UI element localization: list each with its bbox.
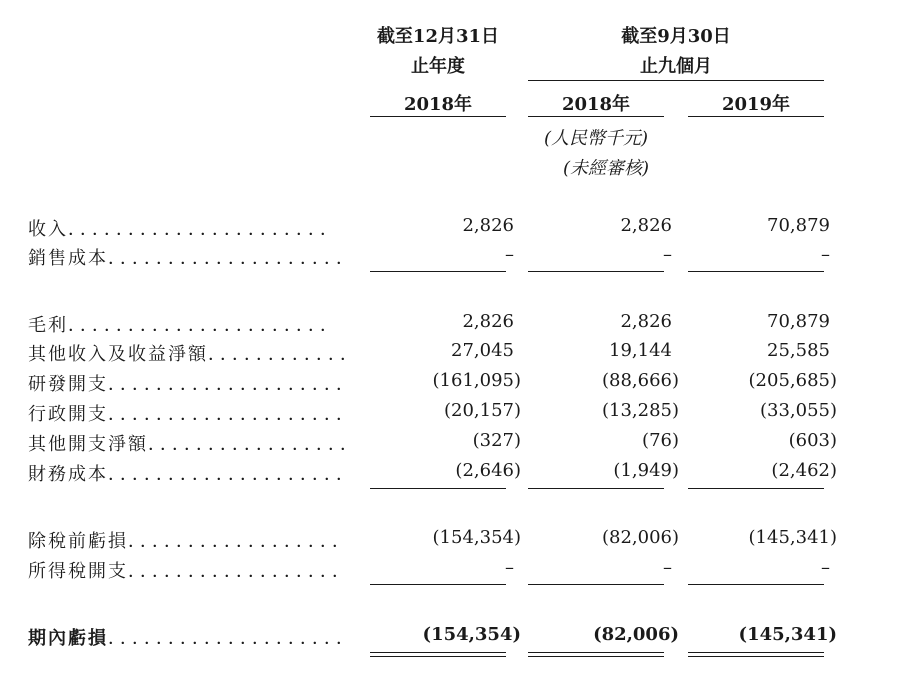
row-label: 期內虧損．．．．．．．．．．．．．．．．．．．． [28, 628, 357, 649]
row-value-2018-nine-months: (82,006) [601, 527, 679, 548]
row-value-2019-nine-months: (205,685) [748, 370, 837, 391]
row-value-2018-year: (327) [472, 430, 521, 451]
row-label: 財務成本．．．．．．．．．．．．．．．．．．．． [28, 464, 357, 485]
row-label: 其他開支淨額．．．．．．．．．．．．．．．．． [28, 434, 361, 455]
total-double-rule [528, 652, 664, 657]
table-row-loss-before-tax [0, 527, 904, 555]
row-value-2018-year: 2,826 [462, 215, 514, 236]
row-label: 行政開支．．．．．．．．．．．．．．．．．．．． [28, 404, 357, 425]
col1-period-line1: 截至12月31日 [376, 26, 500, 47]
row-value-2018-year: (154,354) [432, 527, 521, 548]
table-row-gross-profit [0, 311, 904, 339]
table-row-income-tax [0, 557, 904, 585]
row-value-2019-nine-months: – [821, 244, 830, 265]
year-header-1: 2018年 [403, 94, 473, 115]
year-rule-3 [688, 116, 824, 117]
row-value-2018-year: (2,646) [455, 460, 521, 481]
subtotal-rule [688, 488, 824, 489]
row-value-2018-nine-months: (82,006) [593, 624, 679, 645]
row-value-2018-year: – [505, 557, 514, 578]
table-row-other-income [0, 340, 904, 368]
year-header-2: 2018年 [561, 94, 631, 115]
col23-period-line1: 截至9月30日 [621, 26, 731, 47]
nine-months-header-rule [528, 80, 824, 81]
row-value-2018-nine-months: (1,949) [613, 460, 679, 481]
row-value-2019-nine-months: 70,879 [767, 215, 830, 236]
row-value-2018-nine-months: – [663, 244, 672, 265]
row-value-2019-nine-months: 25,585 [767, 340, 830, 361]
row-value-2018-year: (154,354) [422, 624, 521, 645]
row-label: 銷售成本．．．．．．．．．．．．．．．．．．．． [28, 248, 357, 269]
row-value-2019-nine-months: (145,341) [748, 527, 837, 548]
row-label: 其他收入及收益淨額．．．．．．．．．．．． [28, 344, 361, 365]
row-value-2018-year: 2,826 [462, 311, 514, 332]
table-row-other-expenses [0, 430, 904, 458]
table-row-loss-for-period [0, 624, 904, 652]
subtotal-rule [528, 488, 664, 489]
row-value-2019-nine-months: (145,341) [738, 624, 837, 645]
table-row-rnd-expenses [0, 370, 904, 398]
row-label: 除稅前虧損．．．．．．．．．．．．．．．．．． [28, 531, 353, 552]
row-value-2018-nine-months: 19,144 [609, 340, 672, 361]
row-value-2019-nine-months: 70,879 [767, 311, 830, 332]
year-rule-1 [370, 116, 506, 117]
total-double-rule [688, 652, 824, 657]
row-value-2018-year: (161,095) [432, 370, 521, 391]
table-row-finance-costs [0, 460, 904, 488]
total-double-rule [370, 652, 506, 657]
row-value-2019-nine-months: – [821, 557, 830, 578]
row-value-2018-year: (20,157) [443, 400, 521, 421]
row-value-2019-nine-months: (2,462) [771, 460, 837, 481]
audit-note: (未經審核) [562, 158, 650, 179]
currency-note: (人民幣千元) [543, 128, 649, 149]
row-label: 毛利．．．．．．．．．．．．．．．．．．．．．． [28, 315, 341, 336]
row-label: 研發開支．．．．．．．．．．．．．．．．．．．． [28, 374, 357, 395]
row-value-2019-nine-months: (603) [788, 430, 837, 451]
subtotal-rule [370, 584, 506, 585]
table-row-cost-of-sales [0, 244, 904, 272]
row-value-2018-nine-months: – [663, 557, 672, 578]
row-value-2018-year: – [505, 244, 514, 265]
subtotal-rule [370, 271, 506, 272]
row-label: 所得稅開支．．．．．．．．．．．．．．．．．． [28, 561, 353, 582]
row-value-2018-nine-months: (88,666) [601, 370, 679, 391]
table-row-admin-expenses [0, 400, 904, 428]
col1-period-line2: 止年度 [411, 56, 465, 77]
row-value-2019-nine-months: (33,055) [759, 400, 837, 421]
subtotal-rule [528, 584, 664, 585]
year-rule-2 [528, 116, 664, 117]
row-value-2018-nine-months: 2,826 [620, 311, 672, 332]
table-row-revenue [0, 215, 904, 243]
subtotal-rule [688, 271, 824, 272]
subtotal-rule [528, 271, 664, 272]
row-value-2018-nine-months: (13,285) [601, 400, 679, 421]
col23-period-line2: 止九個月 [640, 56, 712, 77]
row-value-2018-nine-months: 2,826 [620, 215, 672, 236]
row-value-2018-year: 27,045 [451, 340, 514, 361]
year-header-3: 2019年 [721, 94, 791, 115]
subtotal-rule [370, 488, 506, 489]
subtotal-rule [688, 584, 824, 585]
row-label: 收入．．．．．．．．．．．．．．．．．．．．．． [28, 219, 341, 240]
row-value-2018-nine-months: (76) [642, 430, 679, 451]
